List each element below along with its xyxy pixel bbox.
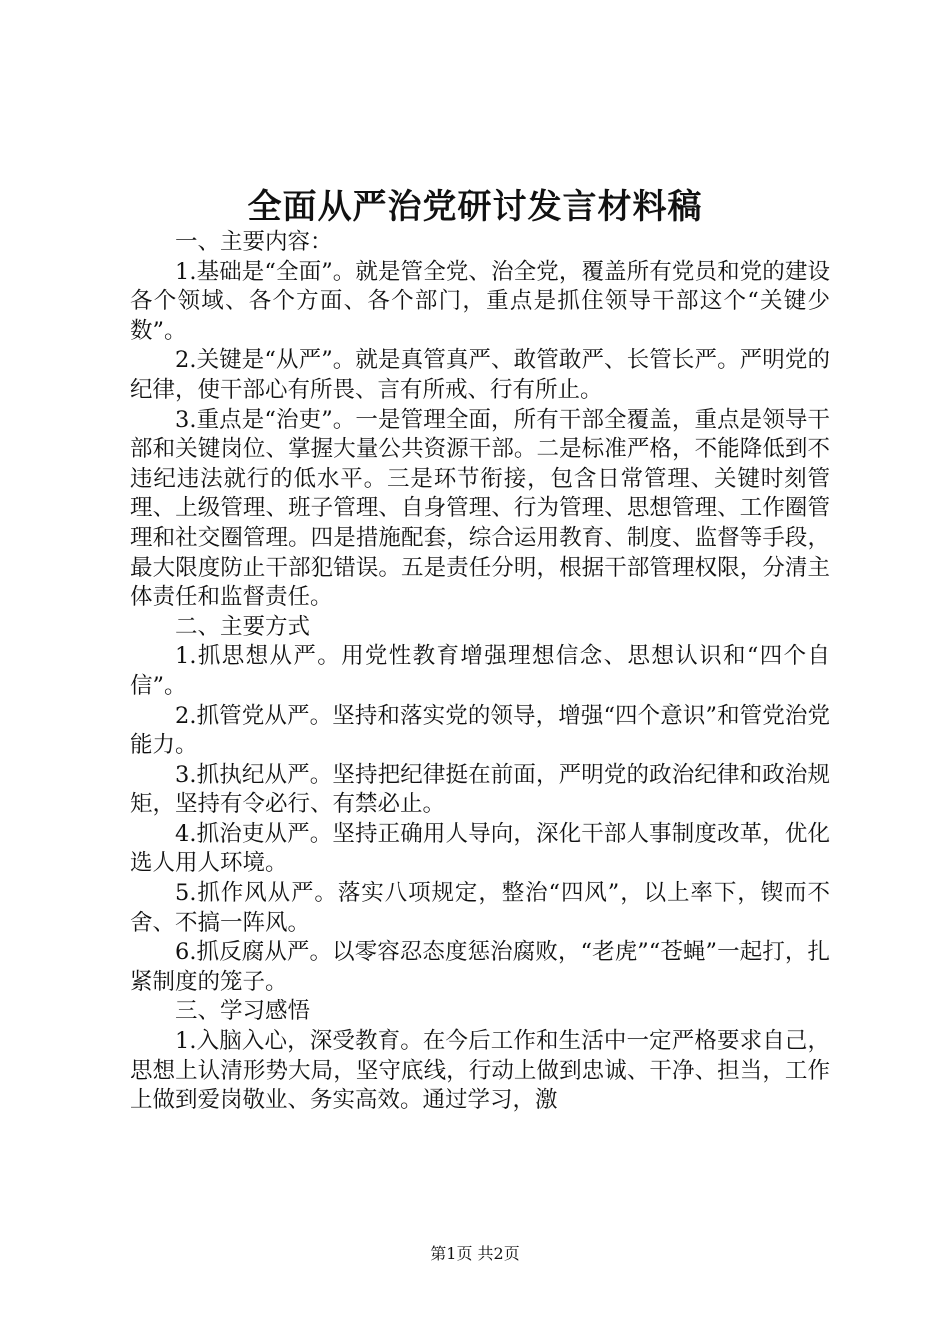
section-heading: 三、学习感悟 <box>175 998 311 1025</box>
section-heading: 二、主要方式 <box>175 613 311 640</box>
paragraph: 2.抓管党从严。坚持和落实党的领导，增强“四个意识”和管党治党能力。 <box>130 702 830 759</box>
paragraph: 6.抓反腐从严。以零容忍态度惩治腐败，“老虎”“苍蝇”一起打，扎紧制度的笼子。 <box>130 939 830 995</box>
paragraph: 5.抓作风从严。落实八项规定，整治“四风”，以上率下，锲而不舍、不搞一阵风。 <box>130 880 830 936</box>
paragraph: 1.入脑入心，深受教育。在今后工作和生活中一定严格要求自己，思想上认清形势大局，坚守底线，行动上做到忠诚、干净、担当，工作上做到爱岗敬业、务实高效。通过学习，激 <box>130 1028 830 1114</box>
paragraph: 3.抓执纪从严。坚持把纪律挺在前面，严明党的政治纪律和政治规矩，坚持有令必行、有禁必止。 <box>130 761 830 818</box>
document-body <box>130 228 830 1116</box>
document-title: 全面从严治党研讨发言材料稿 <box>247 187 703 227</box>
paragraph: 2.关键是“从严”。就是真管真严、敢管敢严、长管长严。严明党的纪律，使干部心有所畏、言有所戒、行有所止。 <box>130 347 830 403</box>
paragraph: 4.抓治吏从严。坚持正确用人导向，深化干部人事制度改革，优化选人用人环境。 <box>130 820 830 877</box>
paragraph: 3.重点是“治吏”。一是管理全面，所有干部全覆盖，重点是领导干部和关键岗位、掌握大量公共资源干部。二是标准严格，不能降低到不违纪违法就行的低水平。三是环节衔接，包含日常管理、关键时刻管理、上级管理、班子管理、自身管理、行为管理、思想管理、工作圈管理和社交圈管理。四是措施配套，综合运用教育、制度、监督等手段，最大限度防止干部犯错误。五是责任分明，根据干部管理权限，分清主体责任和监督责任。 <box>130 406 830 611</box>
paragraph: 1.抓思想从严。用党性教育增强理想信念、思想认识和“四个自信”。 <box>130 643 830 699</box>
section-heading: 一、主要内容： <box>175 229 333 255</box>
paragraph: 1.基础是“全面”。就是管全党、治全党，覆盖所有党员和党的建设各个领域、各个方面、各个部门，重点是抓住领导干部这个“关键少数”。 <box>130 258 830 344</box>
page-number-footer: 第1页 共2页 <box>430 1244 520 1263</box>
